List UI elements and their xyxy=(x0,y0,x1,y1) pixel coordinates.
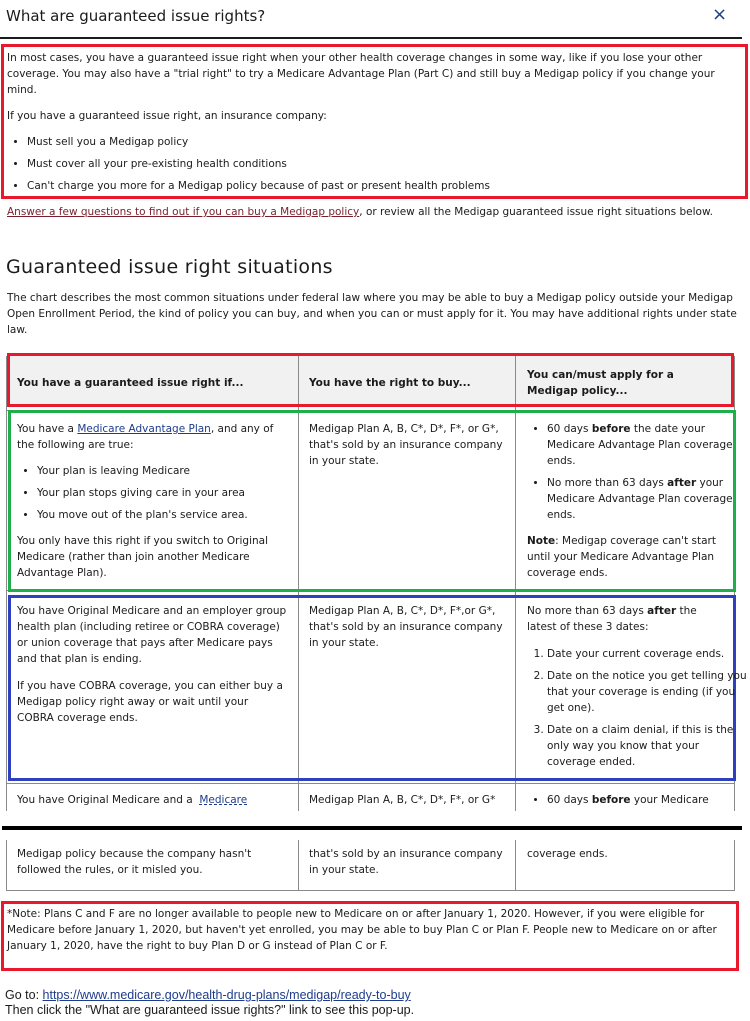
answer-rest: , or review all the Medigap guaranteed issue right situations below. xyxy=(359,206,713,218)
table-cell: You have Original Medicare and a Medicare xyxy=(17,794,248,806)
intro-list xyxy=(7,134,749,200)
list-item: • Must cover all your pre-existing health conditions xyxy=(27,156,749,172)
row1-conditions-list xyxy=(17,463,309,529)
list-item: • Can't charge you more for a Medigap policy because of past or present health problems xyxy=(27,178,749,194)
table-cell: Medigap policy because the company hasn't followed the rules, or it misled you. xyxy=(17,848,252,876)
row2-dates-list xyxy=(527,646,747,776)
list-item: 1. Date your current coverage ends. xyxy=(547,646,747,662)
table-cell: Medigap Plan A, B, C*, D*, F*, or G* xyxy=(309,794,496,806)
table-cell: Medigap Plan A, B, C*, D*, F*, or G*, that's sold by an insurance company in your state. xyxy=(309,423,503,467)
intro-lead: If you have a guaranteed issue right, an insurance company: xyxy=(7,110,327,122)
medigap-url-link[interactable]: https://www.medicare.gov/health-drug-plans/medigap/ready-to-buy xyxy=(42,988,411,1002)
footnote: *Note: Plans C and F are no longer available to people new to Medicare on or after January 1, 2020. However, if you were eligible for Medicare before January 1, 2020, but haven't yet enrolled, you may be able to buy Plan C or Plan F. People new to Medicare on or after January 1, 2020, have the right to buy Plan D or G instead of Plan C or F. xyxy=(7,908,717,952)
table-cell: You have Original Medicare and an employer group health plan (including retiree or COBRA coverage) or union coverage that pays after Medicare pays and that plan is ending. xyxy=(17,605,287,665)
table-cell: Note: Medigap coverage can't start until your Medicare Advantage Plan coverage ends. xyxy=(527,535,716,579)
list-item: • You move out of the plan's service area. xyxy=(37,507,309,523)
section-heading: Guaranteed issue right situations xyxy=(6,256,333,278)
column-header: You have the right to buy... xyxy=(309,377,471,389)
medicare-link[interactable]: Medicare xyxy=(199,794,248,806)
list-item: • 60 days before the date your Medicare Advantage Plan coverage ends. xyxy=(547,421,747,469)
instruction-line: Then click the "What are guaranteed issue rights?" link to see this pop-up. xyxy=(5,1003,415,1017)
table-cell: No more than 63 days after the latest of these 3 dates: xyxy=(527,605,697,633)
table-cell: If you have COBRA coverage, you can either buy a Medigap policy right away or wait until your COBRA coverage ends. xyxy=(17,680,283,724)
list-item: • Your plan stops giving care in your area xyxy=(37,485,309,501)
list-item: • Must sell you a Medigap policy xyxy=(27,134,749,150)
header-divider xyxy=(0,37,742,39)
list-item: • Your plan is leaving Medicare xyxy=(37,463,309,479)
screenshot-splice-divider xyxy=(2,826,742,830)
list-item: • No more than 63 days after your Medicare Advantage Plan coverage ends. xyxy=(547,475,747,523)
answer-questions-link[interactable]: Answer a few questions to find out if you can buy a Medigap policy xyxy=(7,206,360,218)
medicare-advantage-link[interactable]: Medicare Advantage Plan xyxy=(77,423,211,435)
table-cell: You only have this right if you switch to Original Medicare (rather than join another Medicare Advantage Plan). xyxy=(17,535,268,579)
column-header: You can/must apply for a Medigap policy... xyxy=(527,369,674,397)
list-item: 3. Date on a claim denial, if this is the only way you know that your coverage ended. xyxy=(547,722,747,770)
goto-line: Go to: https://www.medicare.gov/health-drug-plans/medigap/ready-to-buy xyxy=(5,988,411,1002)
table-cell: coverage ends. xyxy=(527,848,608,860)
answer-line xyxy=(7,204,747,220)
table-cell: Medigap Plan A, B, C*, D*, F*,or G*, that's sold by an insurance company in your state. xyxy=(309,605,503,649)
close-icon[interactable]: × xyxy=(712,4,728,25)
modal-title: What are guaranteed issue rights? xyxy=(6,7,266,25)
intro-paragraph: In most cases, you have a guaranteed issue right when your other health coverage changes in some way, like if you lose your other coverage. You may also have a "trial right" to try a Medicare Advantage Plan (Part C) and still buy a Medigap policy if you change your mind. xyxy=(7,52,715,96)
list-item: • 60 days before your Medicare xyxy=(547,792,747,808)
row1-timing-list xyxy=(527,421,747,529)
table-cell: You have a Medicare Advantage Plan, and any of the following are true: xyxy=(17,423,274,451)
list-item: 2. Date on the notice you get telling you that your coverage is ending (if you get one). xyxy=(547,668,747,716)
section-description: The chart describes the most common situations under federal law where you may be able to buy a Medigap policy outside your Medigap Open Enrollment Period, the kind of policy you can buy, and when you can or must apply for it. You may have additional rights under state law. xyxy=(7,292,737,336)
column-header: You have a guaranteed issue right if... xyxy=(17,377,244,389)
row3-timing-list xyxy=(527,792,747,808)
table-cell: that's sold by an insurance company in your state. xyxy=(309,848,503,876)
